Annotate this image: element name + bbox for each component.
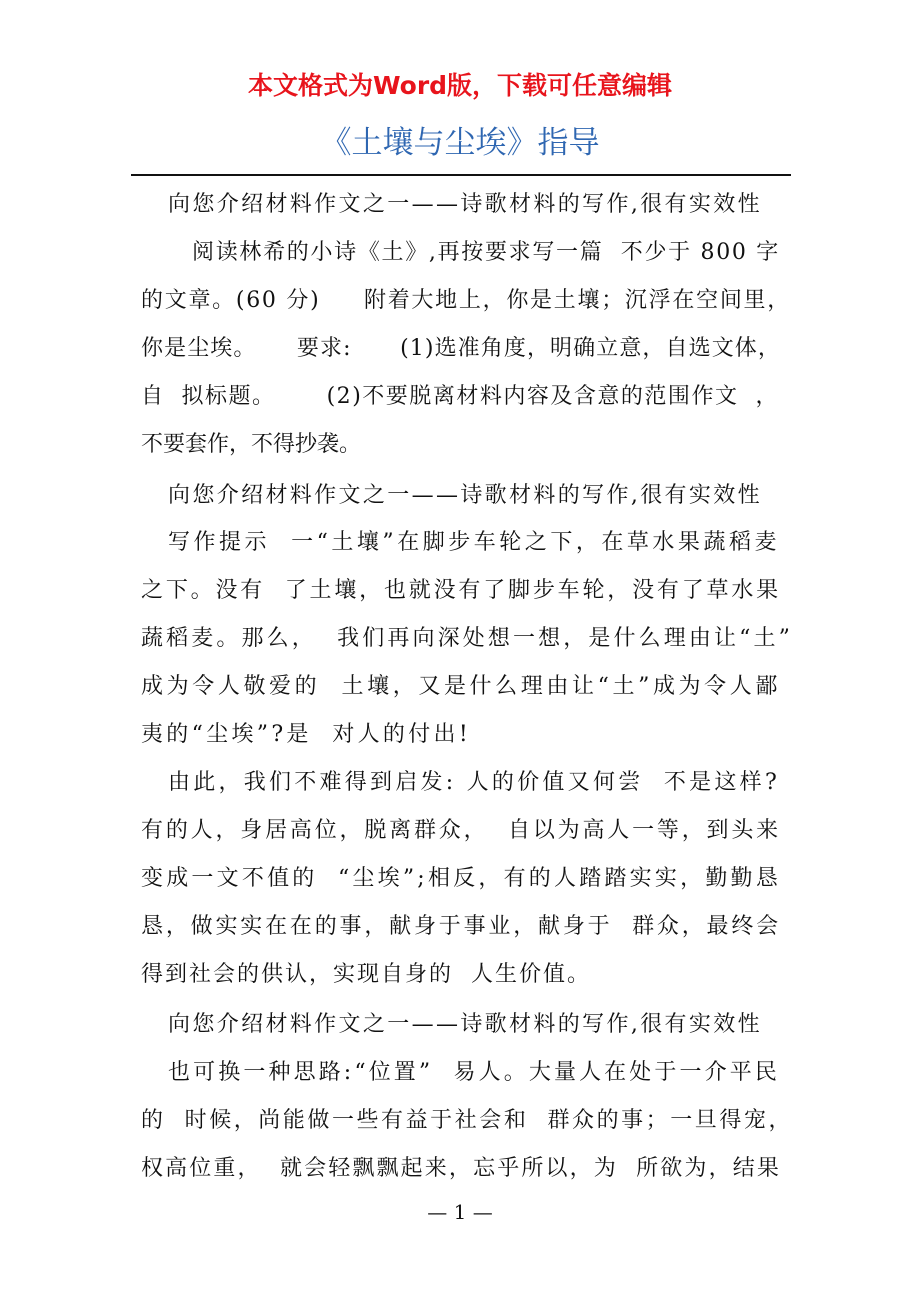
- paragraph-line: 阅读林希的小诗《土》,再按要求写一篇 不少于 800 字: [192, 240, 780, 265]
- paragraph-line: 由此，我们不难得到启发: 人的价值又何尝 不是这样?: [168, 770, 780, 795]
- paragraph-line: 权高位重， 就会轻飘飘起来，忘乎所以，为 所欲为，结果: [141, 1156, 781, 1181]
- paragraph-line: 写作提示 一“土壤”在脚步车轮之下，在草水果蔬稻麦: [168, 530, 780, 555]
- paragraph-line: 向您介绍材料作文之一——诗歌材料的写作,很有实效性: [168, 192, 762, 217]
- paragraph-line: 得到社会的供认，实现自身的 人生价值。: [141, 962, 591, 987]
- paragraph-line: 蔬稻麦。那么， 我们再向深处想一想，是什么理由让“土”: [141, 626, 793, 651]
- paragraph-line: 变成一文不值的 “尘埃”;相反，有的人踏踏实实，勤勤恳: [141, 866, 781, 891]
- paragraph-line: 你是尘埃。 要求: (1)选准角度，明确立意，自选文体，: [141, 336, 781, 361]
- paragraph-line: 成为令人敬爱的 土壤，又是什么理由让“土”成为令人鄙: [141, 674, 781, 699]
- paragraph-line: 不要套作，不得抄袭。: [141, 432, 361, 457]
- paragraph-line: 有的人，身居高位，脱离群众， 自以为高人一等，到头来: [141, 818, 781, 843]
- download-banner: 本文格式为Word版，下载可任意编辑: [247, 71, 673, 100]
- paragraph-line: 也可换一种思路:“位置” 易人。大量人在处于一介平民: [168, 1060, 780, 1085]
- paragraph-line: 自 拟标题。 (2)不要脱离材料内容及含意的范围作文 ，: [141, 384, 779, 409]
- paragraph-line: 向您介绍材料作文之一——诗歌材料的写作,很有实效性: [168, 483, 762, 508]
- document-title: 《土壤与尘埃》指导: [320, 125, 600, 161]
- paragraph-line: 之下。没有 了土壤，也就没有了脚步车轮，没有了草水果: [141, 578, 781, 603]
- paragraph-line: 的文章。(60 分) 附着大地上，你是土壤；沉浮在空间里，: [141, 288, 791, 313]
- title-divider: [131, 174, 791, 176]
- paragraph-line: 夷的“尘埃”?是 对人的付出!: [141, 722, 471, 747]
- paragraph-line: 向您介绍材料作文之一——诗歌材料的写作,很有实效性: [168, 1012, 762, 1037]
- page-number: — 1 —: [427, 1200, 493, 1224]
- paragraph-line: 的 时候，尚能做一些有益于社会和 群众的事；一旦得宠，: [141, 1108, 793, 1133]
- paragraph-line: 恳，做实实在在的事，献身于事业，献身于 群众，最终会: [141, 914, 781, 939]
